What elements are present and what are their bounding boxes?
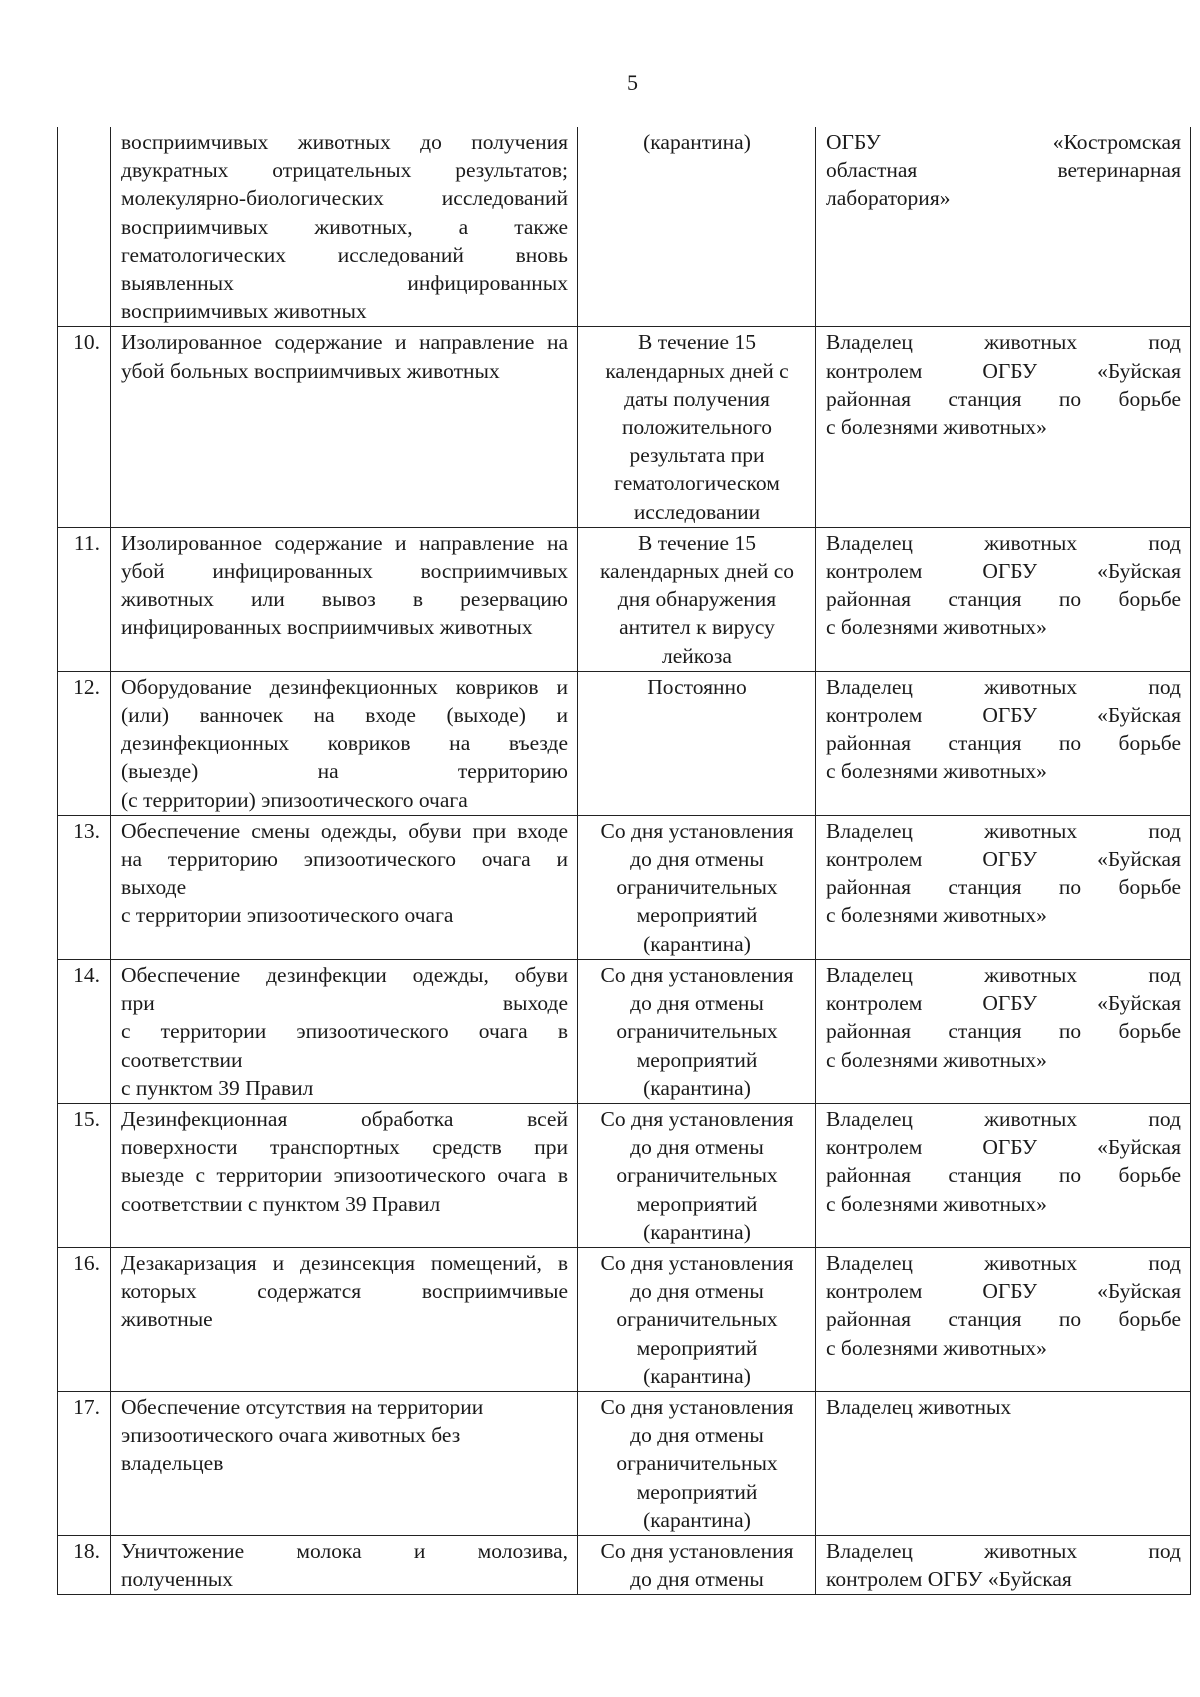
table-row [58, 1247, 1191, 1391]
event-cell-line: инфицированных восприимчивых животных [121, 615, 533, 640]
executor-cell-line: контролем ОГБУ «Буйская [826, 559, 1181, 584]
event-cell-line: соответствии с пунктом 39 Правил [121, 1191, 441, 1216]
term-cell-line: мероприятий [636, 1479, 758, 1504]
row-number: 11. [58, 527, 111, 671]
term-cell-line: ограничительных [616, 1451, 778, 1476]
table-row [58, 1103, 1191, 1247]
executor-cell [816, 671, 1191, 815]
executor-cell-line: районная станция по борьбе [826, 875, 1181, 900]
event-cell-line: гематологических исследований вновь [121, 242, 568, 267]
executor-cell-line: с болезнями животных» [826, 1047, 1047, 1072]
event-cell-line: на территорию эпизоотического очага и [121, 847, 568, 872]
event-cell-line: которых содержатся восприимчивые [121, 1279, 568, 1304]
table-row [58, 959, 1191, 1103]
term-cell-line: антител к вирусу [619, 615, 775, 640]
term-cell [578, 959, 816, 1103]
executor-cell-line: контролем ОГБУ «Буйская [826, 1135, 1181, 1160]
term-cell-line: (карантина) [643, 1075, 751, 1100]
event-cell-line: с территории эпизоотического очага [121, 903, 454, 928]
event-cell-line: восприимчивых животных, а также [121, 214, 568, 239]
table-row [58, 527, 1191, 671]
row-number: 17. [58, 1391, 111, 1535]
executor-cell-line: ОГБУ «Костромская [826, 130, 1181, 154]
term-cell-line: до дня отмены [630, 847, 764, 872]
event-cell-line: животные [121, 1307, 213, 1332]
term-cell-line: ограничительных [616, 1163, 778, 1188]
executor-cell-line: Владелец животных под [826, 818, 1181, 843]
term-cell [578, 671, 816, 815]
term-cell-line: до дня отмены [630, 1135, 764, 1160]
event-cell-line: при выходе [121, 991, 568, 1016]
row-number: 15. [58, 1103, 111, 1247]
term-cell-line: исследовании [633, 499, 761, 524]
event-cell-line: Изолированное содержание и направление на [121, 330, 568, 355]
event-cell-line: восприимчивых животных [121, 299, 367, 324]
term-cell-line: гематологическом [614, 471, 780, 496]
table-row [58, 671, 1191, 815]
event-cell-line: дезинфекционных ковриков на въезде [121, 731, 568, 756]
term-cell-line: Со дня установления [600, 1394, 794, 1419]
executor-cell-line: Владелец животных под [826, 530, 1181, 555]
table-row [58, 1535, 1191, 1594]
event-cell-line: (или) ванночек на входе (выходе) и [121, 703, 568, 728]
event-cell [111, 959, 578, 1103]
event-cell-line: убой инфицированных восприимчивых [121, 559, 568, 584]
term-cell-line: календарных дней со [599, 559, 795, 584]
term-cell-line: до дня отмены [630, 1423, 764, 1448]
event-cell-line: соответствии [121, 1047, 243, 1072]
event-cell-line: молекулярно-биологических исследований [121, 186, 568, 211]
executor-cell-line: Владелец животных под [826, 962, 1181, 987]
table-row [58, 815, 1191, 959]
executor-cell-line: контролем ОГБУ «Буйская [826, 358, 1181, 383]
executor-cell-line: с болезнями животных» [826, 615, 1047, 640]
term-cell-line: до дня отмены [630, 991, 764, 1016]
executor-cell-line: контролем ОГБУ «Буйская [826, 991, 1181, 1016]
executor-cell-line: контролем ОГБУ «Буйская [826, 1279, 1181, 1304]
page-number: 5 [627, 70, 638, 95]
executor-cell-line: с болезнями животных» [826, 1191, 1047, 1216]
term-cell [578, 1247, 816, 1391]
executor-cell [816, 1535, 1191, 1594]
term-cell [578, 1535, 816, 1594]
event-cell [111, 1103, 578, 1247]
row-number: 16. [58, 1247, 111, 1391]
event-cell [111, 327, 578, 527]
term-cell [578, 327, 816, 527]
event-cell-line: Оборудование дезинфекционных ковриков и [121, 674, 568, 699]
executor-cell-line: областная ветеринарная [826, 158, 1181, 183]
event-cell-line: Дезинфекционная обработка всей [121, 1106, 568, 1131]
term-cell-line: Со дня установления [600, 818, 794, 843]
event-cell [111, 1391, 578, 1535]
row-number: 10. [58, 327, 111, 527]
executor-cell [816, 815, 1191, 959]
event-cell-line: эпизоотического очага животных без [121, 1423, 461, 1448]
event-cell [111, 815, 578, 959]
term-cell-line: Постоянно [647, 674, 747, 699]
executor-cell-line: районная станция по борьбе [826, 587, 1181, 612]
event-cell-line: животных или вывоз в резервацию [121, 587, 568, 612]
executor-cell-line: районная станция по борьбе [826, 731, 1181, 756]
executor-cell [816, 1391, 1191, 1535]
executor-cell-line: лаборатория» [826, 186, 951, 211]
term-cell-line: даты получения [624, 386, 770, 411]
term-cell [578, 127, 816, 327]
executor-cell-line: районная станция по борьбе [826, 1163, 1181, 1188]
table-row [58, 127, 1191, 327]
executor-cell [816, 1247, 1191, 1391]
executor-cell-line: Владелец животных под [826, 1106, 1181, 1131]
event-cell-line: полученных [121, 1567, 234, 1592]
term-cell-line: ограничительных [616, 875, 778, 900]
term-cell-line: положительного [621, 415, 773, 440]
executor-cell-line: районная станция по борьбе [826, 386, 1181, 411]
row-number: 13. [58, 815, 111, 959]
term-cell-line: мероприятий [636, 1047, 758, 1072]
term-cell-line: дня обнаружения [617, 587, 777, 612]
executor-cell-line: районная станция по борьбе [826, 1019, 1181, 1044]
executor-cell [816, 127, 1191, 327]
event-cell-line: убой больных восприимчивых животных [121, 358, 500, 383]
row-number: 18. [58, 1535, 111, 1594]
term-cell-line: лейкоза [662, 643, 732, 668]
executor-cell-line: районная станция по борьбе [826, 1307, 1181, 1332]
executor-cell-line: с болезнями животных» [826, 759, 1047, 784]
table-row [58, 327, 1191, 527]
term-cell-line: Со дня установления [600, 1250, 794, 1275]
event-cell [111, 1247, 578, 1391]
executor-cell-line: с болезнями животных» [826, 415, 1047, 440]
term-cell-line: ограничительных [616, 1019, 778, 1044]
event-cell-line: с пунктом 39 Правил [121, 1075, 314, 1100]
executor-cell-line: Владелец животных под [826, 330, 1181, 355]
event-cell-line: Изолированное содержание и направление на [121, 530, 568, 555]
event-cell-line: выезде с территории эпизоотического очага в [121, 1163, 568, 1188]
term-cell-line: до дня отмены [630, 1567, 764, 1592]
term-cell [578, 1103, 816, 1247]
term-cell [578, 1391, 816, 1535]
event-cell-line: поверхности транспортных средств при [121, 1135, 568, 1160]
term-cell-line: (карантина) [643, 1363, 751, 1388]
measures-table [57, 127, 1191, 1595]
executor-cell-line: Владелец животных [826, 1394, 1012, 1419]
executor-cell [816, 527, 1191, 671]
term-cell-line: мероприятий [636, 1191, 758, 1216]
term-cell-line: мероприятий [636, 1335, 758, 1360]
term-cell-line: В течение 15 [638, 330, 756, 355]
executor-cell [816, 327, 1191, 527]
event-cell-line: Уничтожение молока и молозива, [121, 1538, 568, 1563]
term-cell-line: Со дня установления [600, 1106, 794, 1131]
event-cell-line: выходе [121, 875, 187, 900]
event-cell-line: выявленных инфицированных [121, 271, 568, 296]
executor-cell-line: Владелец животных под [826, 1538, 1181, 1563]
event-cell-line: (выезде) на территорию [121, 759, 568, 784]
executor-cell [816, 1103, 1191, 1247]
event-cell [111, 671, 578, 815]
event-cell-line: двукратных отрицательных результатов; [121, 158, 568, 183]
event-cell [111, 527, 578, 671]
event-cell [111, 1535, 578, 1594]
event-cell-line: Обеспечение дезинфекции одежды, обуви [121, 962, 568, 987]
term-cell-line: (карантина) [643, 931, 751, 956]
term-cell-line: мероприятий [636, 903, 758, 928]
event-cell-line: восприимчивых животных до получения [121, 130, 568, 154]
event-cell-line: Обеспечение смены одежды, обуви при входе [121, 818, 568, 843]
term-cell-line: (карантина) [643, 1219, 751, 1244]
executor-cell-line: Владелец животных под [826, 1250, 1181, 1275]
table-row [58, 1391, 1191, 1535]
term-cell-line: до дня отмены [630, 1279, 764, 1304]
term-cell-line: результата при [629, 443, 765, 468]
term-cell-line: Со дня установления [600, 962, 794, 987]
executor-cell [816, 959, 1191, 1103]
executor-cell-line: Владелец животных под [826, 674, 1181, 699]
term-cell-line: В течение 15 [638, 530, 756, 555]
event-cell-line: (с территории) эпизоотического очага [121, 787, 468, 812]
executor-cell-line: с болезнями животных» [826, 903, 1047, 928]
row-number: 12. [58, 671, 111, 815]
row-number: 14. [58, 959, 111, 1103]
event-cell-line: Дезакаризация и дезинсекция помещений, в [121, 1250, 568, 1275]
executor-cell-line: контролем ОГБУ «Буйская [826, 1567, 1072, 1592]
term-cell-line: (карантина) [643, 1507, 751, 1532]
term-cell [578, 815, 816, 959]
executor-cell-line: с болезнями животных» [826, 1335, 1047, 1360]
term-cell-line: (карантина) [643, 130, 751, 154]
term-cell [578, 527, 816, 671]
event-cell-line: Обеспечение отсутствия на территории [121, 1394, 484, 1419]
event-cell [111, 127, 578, 327]
term-cell-line: календарных дней с [605, 358, 789, 383]
event-cell-line: с территории эпизоотического очага в [121, 1019, 568, 1044]
event-cell-line: владельцев [121, 1451, 224, 1476]
row-number [58, 127, 111, 327]
term-cell-line: Со дня установления [600, 1538, 794, 1563]
executor-cell-line: контролем ОГБУ «Буйская [826, 847, 1181, 872]
executor-cell-line: контролем ОГБУ «Буйская [826, 703, 1181, 728]
term-cell-line: ограничительных [616, 1307, 778, 1332]
